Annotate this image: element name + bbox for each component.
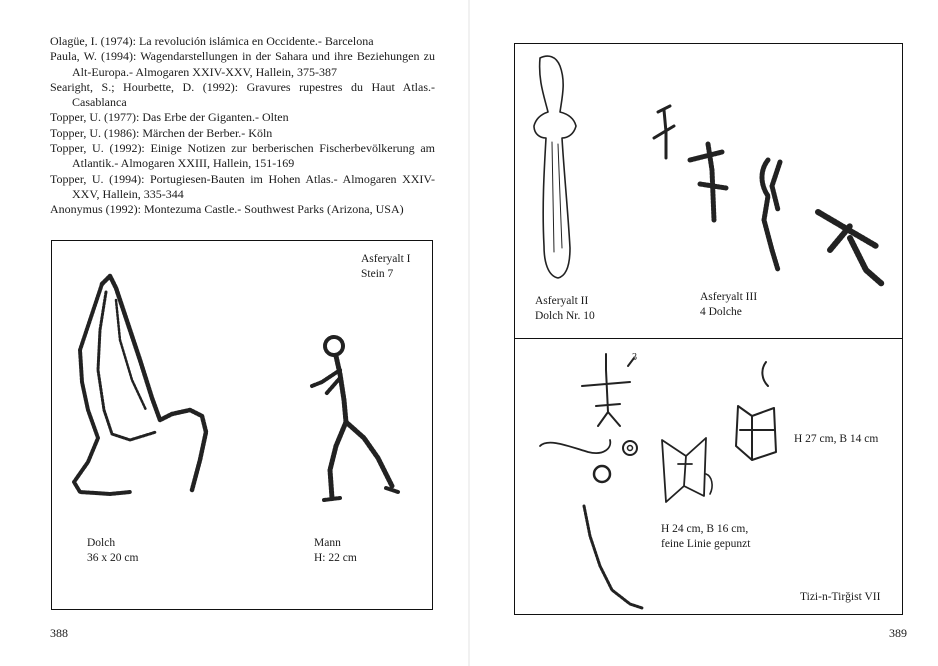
reference-entry: Olagüe, I. (1974): La revolución islámica en Occidente.- Barcelona <box>50 34 374 48</box>
page-number-right: 389 <box>889 626 907 640</box>
page-number-left: 388 <box>50 626 68 640</box>
measure-caption-2: H 24 cm, B 16 cm, feine Linie gepunzt <box>661 523 751 550</box>
reference-entry: Searight, S.; Hourbette, D. (1992): Gravures rupestres du Haut Atlas.- Casablanca <box>50 79 435 110</box>
man-caption: Mann H: 22 cm <box>314 537 357 564</box>
reference-entry: Topper, U. (1977): Das Erbe der Giganten.- Olten <box>50 110 289 125</box>
man-engraving-illustration <box>300 330 410 510</box>
site-label-tizi: Tizi-n-Tirğist VII <box>800 591 881 603</box>
reference-entry: Topper, U. (1986): Märchen der Berber.- Köln <box>50 125 273 140</box>
dagger-caption: Dolch 36 x 20 cm <box>87 537 139 564</box>
panel-divider <box>514 338 903 339</box>
caption-asferyalt-iii: Asferyalt III 4 Dolche <box>700 291 758 318</box>
engraving-glyph-mark: 3 <box>632 352 637 363</box>
reference-entry: Paula, W. (1994): Wagendarstellungen in der Sahara und ihre Beziehungen zu Alt-Europa.- Almogaren XXIV-XXV, Hallein, 375-387 <box>50 49 435 79</box>
figure-site-label: Asferyalt I Stein 7 <box>361 253 411 280</box>
tizi-engravings-illustration <box>538 346 798 616</box>
caption-asferyalt-ii: Asferyalt II Dolch Nr. 10 <box>535 295 595 322</box>
large-dagger-illustration <box>532 52 592 284</box>
dagger-engraving-illustration <box>60 270 220 510</box>
reference-entry: Topper, U. (1992): Einige Notizen zur berberischen Fischerbevölkerung am Atlantik.- Almogaren XXIII, Hallein, 151-169 <box>50 141 435 171</box>
reference-entry: Anonymus (1992): Montezuma Castle.- Southwest Parks (Arizona, USA) <box>50 202 404 217</box>
reference-entry: Topper, U. (1994): Portugiesen-Bauten im Hohen Atlas.- Almogaren XXIV-XXV, Hallein, 335-344 <box>50 171 435 201</box>
measure-caption-1: H 27 cm, B 14 cm <box>794 433 879 445</box>
reference-list <box>50 34 435 218</box>
four-daggers-illustration <box>640 100 890 295</box>
